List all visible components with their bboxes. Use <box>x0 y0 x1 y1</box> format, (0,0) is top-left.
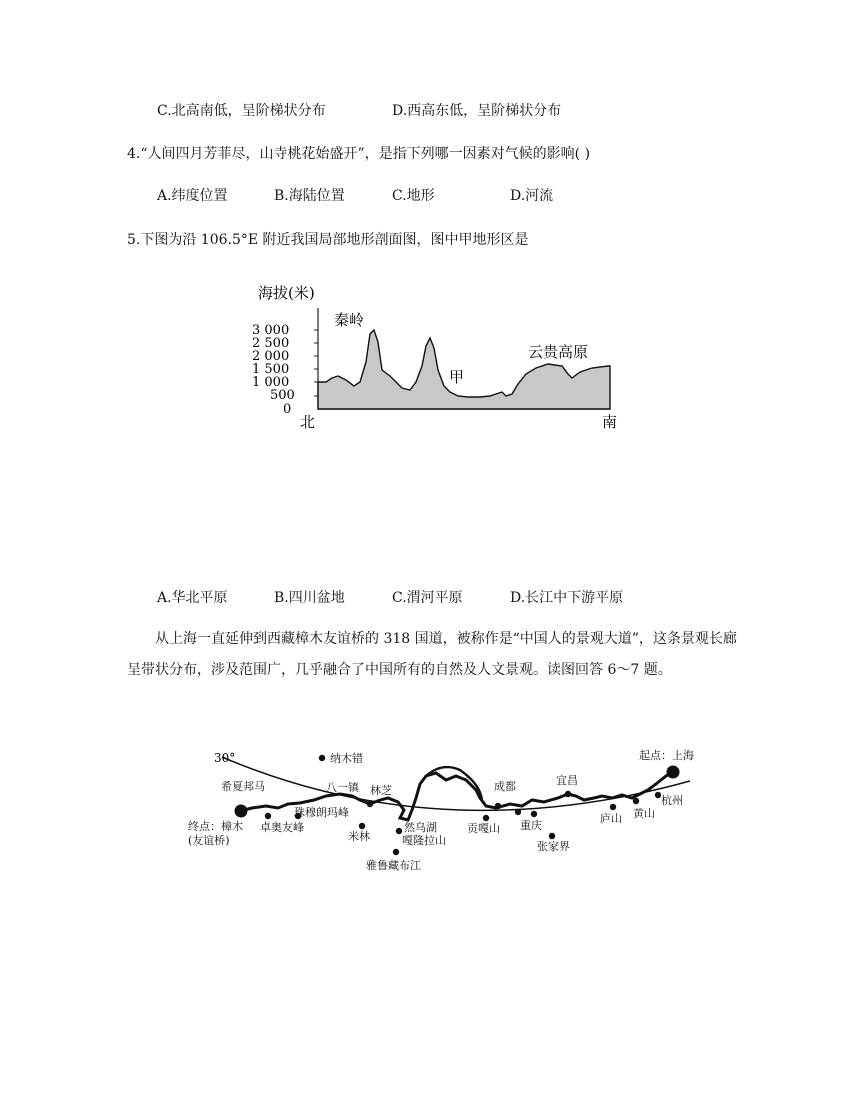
end-point-zhangmu-marker <box>235 805 248 818</box>
q4-stem: 4.“人间四月芳菲尽，山寺桃花始盛开”，是指下列哪一因素对气候的影响( ) <box>127 146 591 162</box>
label-zhumulangma: 珠穆朗玛峰 <box>294 806 349 819</box>
label-milin: 米林 <box>348 830 370 843</box>
q5-stem: 5.下图为沿 106.5°E 附近我国局部地形剖面图，图中甲地形区是 <box>127 232 529 248</box>
q3-option-d: D.西高东低，呈阶梯状分布 <box>392 103 562 119</box>
label-start: 起点：上海 <box>639 749 694 762</box>
label-yichang: 宜昌 <box>556 774 578 787</box>
profile-tick-1500: 1 500 <box>252 362 290 377</box>
profile-tick-3000: 3 000 <box>252 323 290 338</box>
label-qinling: 秦岭 <box>334 311 365 329</box>
profile-tick-2500: 2 500 <box>252 336 290 351</box>
label-chongqing: 重庆 <box>520 819 542 832</box>
q5-option-c: C.渭河平原 <box>392 590 463 606</box>
profile-tick-1000: 1 000 <box>252 375 290 390</box>
profile-tick-2000: 2 000 <box>252 349 290 364</box>
label-bayizhen: 八一镇 <box>326 781 359 794</box>
label-yungui-plateau: 云贵高原 <box>528 343 589 361</box>
latitude-30-label: 30° <box>214 751 236 765</box>
passage-318-road: 从上海一直延伸到西藏樟木友谊桥的 318 国道，被称作是“中国人的景观大道”，这条景观长廊呈带状分布，涉及范围广，几乎融合了中国所有的自然及人文景观。读图回答 6～7 题。 <box>127 631 737 678</box>
label-ranwuhu: 然乌湖 <box>404 821 437 834</box>
place-markers <box>265 755 661 855</box>
label-end-line1: 终点：樟木 <box>188 820 243 833</box>
profile-tick-0: 0 <box>283 402 292 417</box>
profile-tick-500: 500 <box>270 388 295 403</box>
label-linzhi: 林芝 <box>370 784 392 797</box>
label-xixiabangma: 希夏邦马 <box>221 780 265 793</box>
q5-option-a: A.华北平原 <box>157 590 228 606</box>
q4-option-d: D.河流 <box>510 188 554 204</box>
label-chengdu: 成都 <box>494 780 516 793</box>
q3-option-c: C.北高南低，呈阶梯状分布 <box>157 103 326 119</box>
label-yalu: 雅鲁藏布江 <box>366 859 421 872</box>
label-gongga: 贡嘎山 <box>467 822 500 835</box>
label-galongla: 嘎隆拉山 <box>402 834 446 847</box>
profile-y-axis-label: 海拔(米) <box>258 284 315 302</box>
label-north: 北 <box>300 413 316 431</box>
label-zhangjiajie: 张家界 <box>537 840 570 853</box>
label-zhuoaoyou: 卓奥友峰 <box>260 821 304 834</box>
label-lushan: 庐山 <box>600 812 622 825</box>
label-end-line2: (友谊桥) <box>188 834 230 847</box>
terrain-profile-figure <box>250 278 630 438</box>
label-jia: 甲 <box>449 368 465 386</box>
q5-option-d: D.长江中下游平原 <box>510 590 624 606</box>
label-hangzhou: 杭州 <box>661 794 683 807</box>
q4-option-a: A.纬度位置 <box>157 188 228 204</box>
q4-option-b: B.海陆位置 <box>274 188 345 204</box>
start-point-shanghai-marker <box>667 766 680 779</box>
q4-option-c: C.地形 <box>392 188 435 204</box>
label-south: 南 <box>602 413 618 431</box>
q5-option-b: B.四川盆地 <box>274 590 345 606</box>
label-namucuo: 纳木错 <box>330 752 363 765</box>
route-318-map <box>180 740 710 880</box>
label-huangshan: 黄山 <box>633 807 655 820</box>
